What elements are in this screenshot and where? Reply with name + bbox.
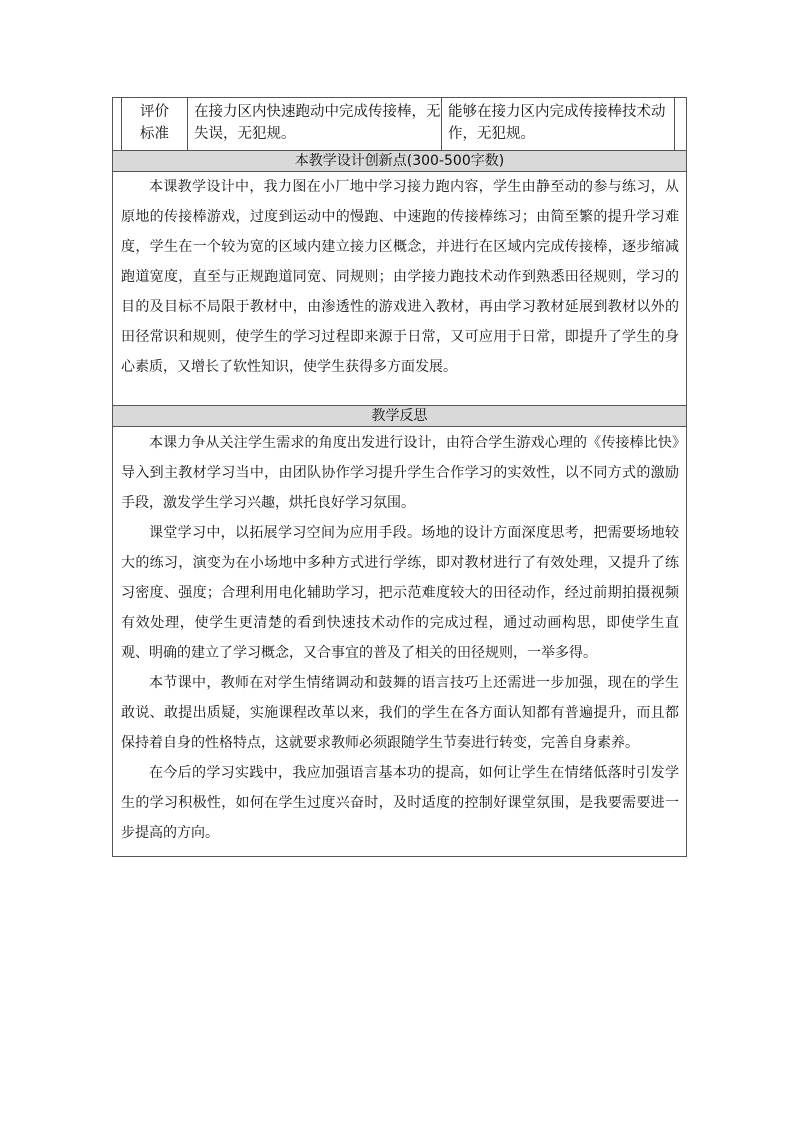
evaluation-row	[113, 98, 686, 150]
reflection-paragraph: 本课力争从关注学生需求的角度出发进行设计，由符合学生游戏心理的《传接棒比快》导入到主教材学习当中，由团队协作学习提升学生合作学习的实效性，以不同方式的激励手段，激发学生学习兴趣，烘托良好学习氛围。	[121, 435, 679, 511]
reflection-paragraph: 课堂学习中，以拓展学习空间为应用手段。场地的设计方面深度思考，把需要场地较大的练习，演变为在小场地中多种方式进行学练，即对教材进行了有效处理，又提升了练习密度、强度；合理利用电化辅助学习，把示范难度较大的田径动作，经过前期拍摄视频有效处理，使学生更清楚的看到快速技术动作的完成过程，通过动画构思，即使学生直观、明确的建立了学习概念，又合事宜的普及了相关的田径规则，一举多得。	[121, 525, 679, 661]
reflection-paragraph: 本节课中，教师在对学生情绪调动和鼓舞的语言技巧上还需进一步加强，现在的学生敢说、敢提出质疑，实施课程改革以来，我们的学生在各方面认知都有普遍提升，而且都保持着自身的性格特点，这就要求教师必须跟随学生节奏进行转变，完善自身素养。	[121, 675, 679, 751]
evaluation-standard-pass: 能够在接力区内完成传接棒技术动作，无犯规。	[441, 98, 675, 150]
innovation-paragraph: 本课教学设计中，我力图在小厂地中学习接力跑内容，学生由静至动的参与练习，从原地的传接棒游戏，过度到运动中的慢跑、中速跑的传接棒练习；由简至繁的提升学习难度，学生在一个较为宽的区域内建立接力区概念，并进行在区域内完成传接棒，逐步缩减跑道宽度，直至与正规跑道同宽、同规则；由学接力跑技术动作到熟悉田径规则，学习的目的及目标不局限于教材中，由渗透性的游戏进入教材，再由学习教材延展到教材以外的田径常识和规则，使学生的学习过程即来源于日常，又可应用于日常，即提升了学生的身心素质，又增长了软性知识，使学生获得多方面发展。	[121, 179, 679, 375]
lesson-table	[112, 97, 687, 857]
reflection-paragraph: 在今后的学习实践中，我应加强语言基本功的提高，如何让学生在情绪低落时引发学生的学习积极性，如何在学生过度兴奋时，及时适度的控制好课堂氛围，是我要需要进一步提高的方向。	[121, 765, 679, 841]
evaluation-standard-excellent: 在接力区内快速跑动中完成传接棒，无失误，无犯规。	[187, 98, 441, 150]
innovation-heading: 本教学设计创新点(300-500字数)	[113, 150, 686, 172]
reflection-heading: 教学反思	[113, 405, 686, 427]
evaluation-label: 评价 标准	[121, 98, 187, 150]
